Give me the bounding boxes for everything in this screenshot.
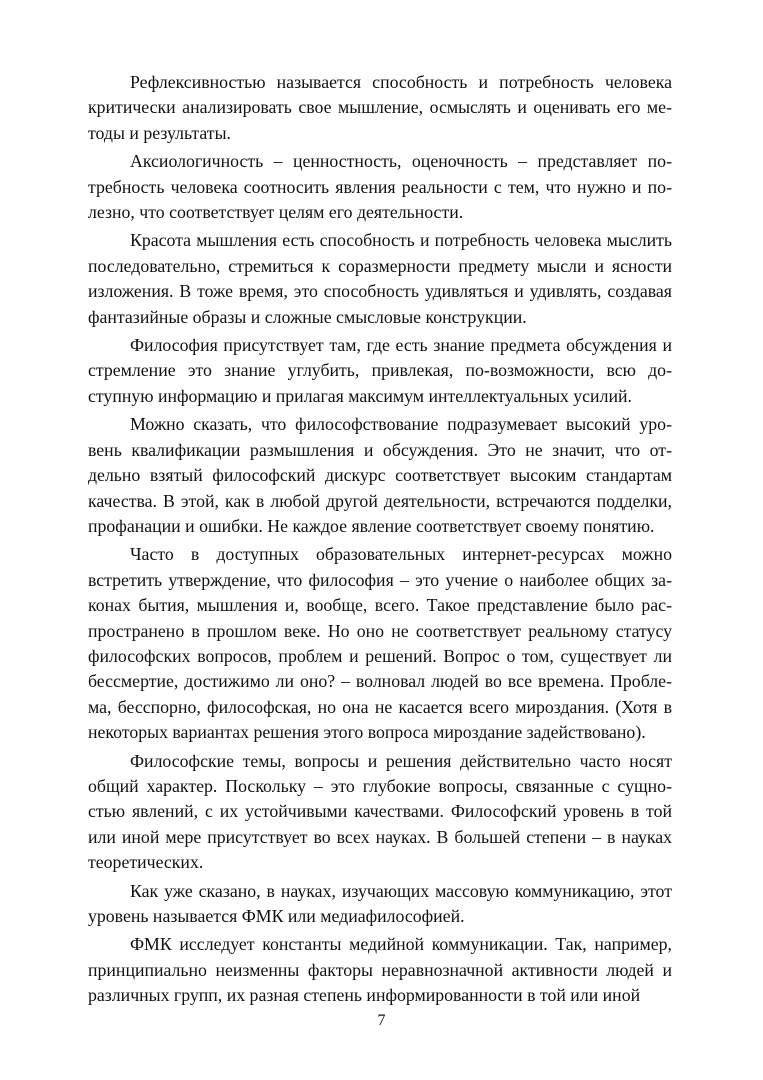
- paragraph-common-definition: Часто в доступных образовательных интернет-ресурсах можно встретить утверждение, что философия – это учение о наиболее общих законах бытия, мышления и, вообще, всего. Такое представление было распространено в прошлом веке. Но оно не соответствует реальному статусу философских вопросов, проблем и решений. Вопрос о том, существует ли бессмертие, достижимо ли оно? – волновал людей во все времена. Проблема, бесспорно, философская, но она не касается всего мироздания. (Хотя в некоторых вариантах решения этого вопроса мироздание задействовано).: [88, 544, 672, 743]
- document-page: [88, 70, 672, 1009]
- paragraph-beauty-of-thinking: Красота мышления есть способность и потребность человека мыслить последовательно, стремиться к соразмерности предмету мысли и ясности изложения. В тоже время, это способность удивляться и удивлять, создавая фантазийные образы и сложные смысловые конструкции.: [88, 230, 672, 327]
- paragraph-reflexivity: Рефлексивностью называется способность и потребность человека критически анализировать свое мышление, осмыслять и оценивать его методы и результаты.: [88, 72, 672, 143]
- paragraph-philosophizing: Можно сказать, что философствование подразумевает высокий уровень квалификации размышления и обсуждения. Это не значит, что отдельно взятый философский дискурс соответствует высоким стандартам качества. В этой, как в любой другой деятельности, встречаются подделки, профанации и ошибки. Не каждое явление соответствует своему понятию.: [88, 414, 672, 536]
- paragraph-axiology: Аксиологичность – ценностность, оценочность – представляет потребность человека соотносить явления реальности с тем, что нужно и полезно, что соответствует целям его деятельности.: [88, 151, 672, 223]
- paragraph-philosophical-themes: Философские темы, вопросы и решения действительно часто носят общий характер. Поскольку – это глубокие вопросы, связанные с сущностью явлений, с их устойчивыми качествами. Философский уровень в той или иной мере присутствует во всех науках. В большей степени – в науках теоретических.: [88, 750, 672, 873]
- paragraph-fmk-constants: ФМК исследует константы медийной коммуникации. Так, например, принципиально неизменны факторы неравнозначной активности людей и различных групп, их разная степень информированности в той или иной: [88, 934, 672, 1006]
- paragraph-media-philosophy: Как уже сказано, в науках, изучающих массовую коммуникацию, этот уровень называется ФМК или медиафилософией.: [88, 880, 672, 926]
- page-number: 7: [377, 1012, 386, 1029]
- paragraph-philosophy-presence: Философия присутствует там, где есть знание предмета обсуждения и стремление это знание углубить, привлекая, по-возможности, всю доступную информацию и прилагая максимум интеллектуальных усилий.: [88, 335, 672, 406]
